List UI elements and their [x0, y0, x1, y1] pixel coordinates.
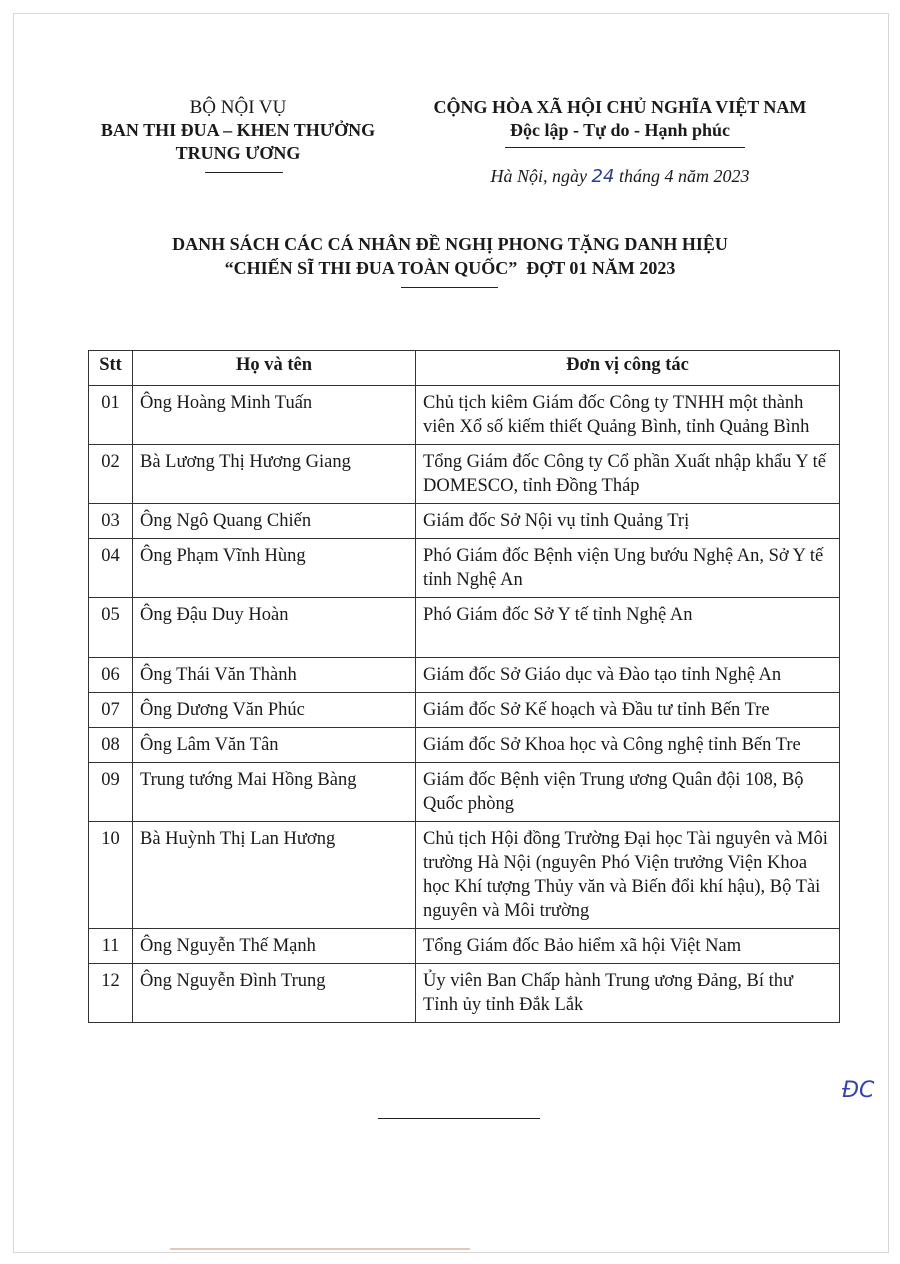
document-title — [60, 232, 840, 280]
row-stt: 12 — [89, 964, 133, 1023]
agency-name-line2: TRUNG ƯƠNG — [175, 143, 301, 163]
header-name: Họ và tên — [133, 351, 416, 386]
scan-edge-mark — [170, 1248, 470, 1250]
row-name: Ông Phạm Vĩnh Hùng — [133, 539, 416, 598]
row-stt: 09 — [89, 763, 133, 822]
table-row — [89, 445, 840, 504]
row-stt: 07 — [89, 693, 133, 728]
agency-name-line1: BAN THI ĐUA – KHEN THƯỞNG — [100, 120, 376, 140]
nominee-table — [88, 350, 840, 1023]
row-unit: Phó Giám đốc Bệnh viện Ung bướu Nghệ An, Sở Y tế tỉnh Nghệ An — [416, 539, 840, 598]
row-stt: 01 — [89, 386, 133, 445]
row-name: Ông Hoàng Minh Tuấn — [133, 386, 416, 445]
end-of-list-rule — [378, 1118, 540, 1119]
country-name: CỘNG HÒA XÃ HỘI CHỦ NGHĨA VIỆT NAM — [433, 97, 807, 117]
row-stt: 04 — [89, 539, 133, 598]
title-line1: DANH SÁCH CÁC CÁ NHÂN ĐỀ NGHỊ PHONG TẶNG DANH HIỆU — [172, 234, 728, 254]
date-line — [420, 166, 820, 187]
row-unit: Phó Giám đốc Sở Y tế tỉnh Nghệ An — [416, 598, 840, 658]
row-name: Ông Lâm Văn Tân — [133, 728, 416, 763]
row-unit: Chủ tịch kiêm Giám đốc Công ty TNHH một thành viên Xổ số kiếm thiết Quảng Bình, tỉnh Quảng Bình — [416, 386, 840, 445]
table-row — [89, 658, 840, 693]
row-unit: Chủ tịch Hội đồng Trường Đại học Tài nguyên và Môi trường Hà Nội (nguyên Phó Viện trưởng Viện Khoa học Khí tượng Thủy văn và Biến đổi khí hậu), Bộ Tài nguyên và Môi trường — [416, 822, 840, 929]
date-suffix: tháng 4 năm 2023 — [618, 166, 750, 186]
row-name: Ông Nguyễn Đình Trung — [133, 964, 416, 1023]
table-row — [89, 964, 840, 1023]
row-name: Ông Đậu Duy Hoàn — [133, 598, 416, 658]
title-underline — [401, 287, 498, 288]
table-row — [89, 822, 840, 929]
header-stt: Stt — [89, 351, 133, 386]
row-name: Ông Thái Văn Thành — [133, 658, 416, 693]
row-stt: 02 — [89, 445, 133, 504]
table-header-row — [89, 351, 840, 386]
row-unit: Tổng Giám đốc Công ty Cổ phần Xuất nhập khẩu Y tế DOMESCO, tỉnh Đồng Tháp — [416, 445, 840, 504]
row-unit: Giám đốc Sở Giáo dục và Đào tạo tỉnh Nghệ An — [416, 658, 840, 693]
row-name: Ông Nguyễn Thế Mạnh — [133, 929, 416, 964]
table-row — [89, 763, 840, 822]
national-header — [420, 96, 820, 142]
row-name: Trung tướng Mai Hồng Bàng — [133, 763, 416, 822]
issuing-agency-header — [88, 96, 388, 165]
table-row — [89, 728, 840, 763]
row-stt: 08 — [89, 728, 133, 763]
date-prefix: Hà Nội, ngày — [490, 166, 588, 186]
row-name: Bà Huỳnh Thị Lan Hương — [133, 822, 416, 929]
ministry-name: BỘ NỘI VỤ — [189, 97, 287, 118]
row-stt: 10 — [89, 822, 133, 929]
handwritten-initials: ĐC — [842, 1078, 875, 1103]
row-unit: Giám đốc Bệnh viện Trung ương Quân đội 108, Bộ Quốc phòng — [416, 763, 840, 822]
table-row — [89, 929, 840, 964]
row-unit: Giám đốc Sở Kế hoạch và Đầu tư tỉnh Bến Tre — [416, 693, 840, 728]
national-motto: Độc lập - Tự do - Hạnh phúc — [509, 120, 731, 140]
table-row — [89, 598, 840, 658]
motto-underline — [505, 147, 745, 148]
table-row — [89, 386, 840, 445]
row-name: Ông Ngô Quang Chiến — [133, 504, 416, 539]
row-stt: 05 — [89, 598, 133, 658]
row-unit: Giám đốc Sở Khoa học và Công nghệ tỉnh Bến Tre — [416, 728, 840, 763]
agency-underline — [205, 172, 283, 173]
row-name: Ông Dương Văn Phúc — [133, 693, 416, 728]
title-line2: “CHIẾN SĨ THI ĐUA TOÀN QUỐC” ĐỢT 01 NĂM 2023 — [224, 258, 676, 278]
row-unit: Ủy viên Ban Chấp hành Trung ương Đảng, Bí thư Tỉnh ủy tỉnh Đắk Lắk — [416, 964, 840, 1023]
row-name: Bà Lương Thị Hương Giang — [133, 445, 416, 504]
row-stt: 11 — [89, 929, 133, 964]
table-row — [89, 539, 840, 598]
handwritten-day: 24 — [591, 166, 615, 187]
table-row — [89, 693, 840, 728]
header-unit: Đơn vị công tác — [416, 351, 840, 386]
row-unit: Tổng Giám đốc Bảo hiểm xã hội Việt Nam — [416, 929, 840, 964]
table-row — [89, 504, 840, 539]
row-stt: 03 — [89, 504, 133, 539]
row-stt: 06 — [89, 658, 133, 693]
row-unit: Giám đốc Sở Nội vụ tỉnh Quảng Trị — [416, 504, 840, 539]
